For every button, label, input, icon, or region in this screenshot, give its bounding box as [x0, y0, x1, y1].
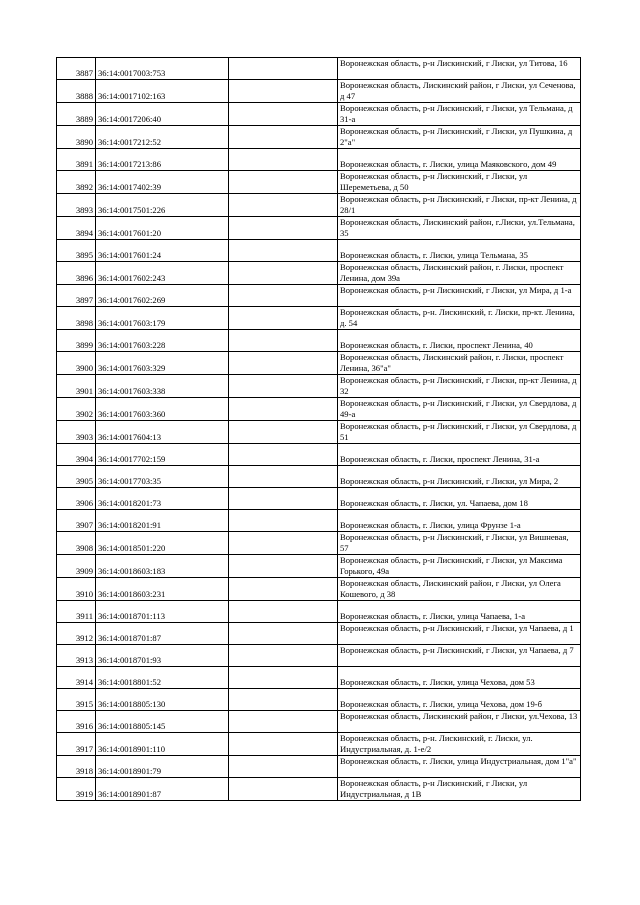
- row-number: 3897: [57, 285, 96, 307]
- address: Воронежская область, г. Лиски, улица Тельмана, 35: [338, 240, 581, 262]
- cadastral-number: 36:14:0018501:220: [96, 532, 229, 555]
- empty-cell: [229, 194, 338, 217]
- address: Воронежская область, Лискинский район, г. Лиски, проспект Ленина, дом 39а: [338, 262, 581, 285]
- empty-cell: [229, 171, 338, 194]
- row-number: 3896: [57, 262, 96, 285]
- cadastral-number: 36:14:0017213:86: [96, 149, 229, 171]
- table-row: [57, 58, 581, 80]
- row-number: 3915: [57, 689, 96, 711]
- cadastral-number: 36:14:0018701:113: [96, 601, 229, 623]
- address: Воронежская область, р-н. Лискинский, г. Лиски, ул. Индустриальная, д. 1-е/2: [338, 733, 581, 756]
- table-row: [57, 578, 581, 601]
- address: Воронежская область, Лискинский район, г Лиски, ул Сеченова, д 47: [338, 80, 581, 103]
- cadastral-number: 36:14:0018701:87: [96, 623, 229, 645]
- cadastral-number: 36:14:0017206:40: [96, 103, 229, 126]
- empty-cell: [229, 126, 338, 149]
- row-number: 3907: [57, 510, 96, 532]
- row-number: 3916: [57, 711, 96, 733]
- row-number: 3902: [57, 398, 96, 421]
- row-number: 3900: [57, 352, 96, 375]
- cadastral-number: 36:14:0018603:231: [96, 578, 229, 601]
- row-number: 3905: [57, 466, 96, 488]
- empty-cell: [229, 240, 338, 262]
- table-row: [57, 262, 581, 285]
- address: Воронежская область, р-н Лискинский, г Лиски, ул Пушкина, д 2"а": [338, 126, 581, 149]
- row-number: 3903: [57, 421, 96, 444]
- cadastral-number: 36:14:0017501:226: [96, 194, 229, 217]
- address: Воронежская область, р-н Лискинский, г Лиски, ул Мира, 2: [338, 466, 581, 488]
- address: Воронежская область, г. Лиски, улица Чехова, дом 19-б: [338, 689, 581, 711]
- row-number: 3917: [57, 733, 96, 756]
- row-number: 3906: [57, 488, 96, 510]
- cadastral-number: 36:14:0018603:183: [96, 555, 229, 578]
- cadastral-number: 36:14:0017603:179: [96, 307, 229, 330]
- row-number: 3894: [57, 217, 96, 240]
- empty-cell: [229, 532, 338, 555]
- address: Воронежская область, р-н Лискинский, г Лиски, пр-кт Ленина, д 28/1: [338, 194, 581, 217]
- address: Воронежская область, г. Лиски, ул. Чапаева, дом 18: [338, 488, 581, 510]
- table-row: [57, 488, 581, 510]
- cadastral-number: 36:14:0017603:329: [96, 352, 229, 375]
- row-number: 3901: [57, 375, 96, 398]
- row-number: 3911: [57, 601, 96, 623]
- table-row: [57, 103, 581, 126]
- row-number: 3910: [57, 578, 96, 601]
- table-row: [57, 510, 581, 532]
- table-row: [57, 330, 581, 352]
- empty-cell: [229, 330, 338, 352]
- address: Воронежская область, р-н Лискинский, г Лиски, пр-кт Ленина, д 32: [338, 375, 581, 398]
- table-row: [57, 285, 581, 307]
- cadastral-number: 36:14:0017604:13: [96, 421, 229, 444]
- address: Воронежская область, р-н Лискинский, г Лиски, ул Свердлова, д 49-а: [338, 398, 581, 421]
- address: Воронежская область, р-н Лискинский, г Лиски, ул Титова, 16: [338, 58, 581, 80]
- empty-cell: [229, 601, 338, 623]
- cadastral-number: 36:14:0018201:91: [96, 510, 229, 532]
- cadastral-number: 36:14:0017703:35: [96, 466, 229, 488]
- table-row: [57, 532, 581, 555]
- table-row: [57, 623, 581, 645]
- cadastral-number: 36:14:0018801:52: [96, 667, 229, 689]
- cadastral-number: 36:14:0018901:110: [96, 733, 229, 756]
- table-row: [57, 421, 581, 444]
- empty-cell: [229, 80, 338, 103]
- address: Воронежская область, г. Лиски, улица Индустриальная, дом 1"а": [338, 756, 581, 778]
- row-number: 3918: [57, 756, 96, 778]
- address: Воронежская область, г. Лиски, проспект Ленина, 40: [338, 330, 581, 352]
- table-row: [57, 601, 581, 623]
- empty-cell: [229, 103, 338, 126]
- address: Воронежская область, г. Лиски, улица Чехова, дом 53: [338, 667, 581, 689]
- address: Воронежская область, Лискинский район, г Лиски, ул.Чехова, 13: [338, 711, 581, 733]
- empty-cell: [229, 307, 338, 330]
- row-number: 3893: [57, 194, 96, 217]
- address: Воронежская область, р-н. Лискинский, г. Лиски, пр-кт. Ленина, д. 54: [338, 307, 581, 330]
- table-row: [57, 171, 581, 194]
- empty-cell: [229, 217, 338, 240]
- table-row: [57, 80, 581, 103]
- table-row: [57, 126, 581, 149]
- address: Воронежская область, р-н Лискинский, г Лиски, ул Шереметьева, д 50: [338, 171, 581, 194]
- address: Воронежская область, р-н Лискинский, г Лиски, ул Индустриальная, д 1В: [338, 778, 581, 801]
- table-row: [57, 217, 581, 240]
- empty-cell: [229, 778, 338, 801]
- cadastral-number: 36:14:0017702:159: [96, 444, 229, 466]
- cadastral-number: 36:14:0017212:52: [96, 126, 229, 149]
- row-number: 3904: [57, 444, 96, 466]
- table-row: [57, 756, 581, 778]
- empty-cell: [229, 149, 338, 171]
- table-row: [57, 645, 581, 667]
- address: Воронежская область, р-н Лискинский, г Лиски, ул Чапаева, д 7: [338, 645, 581, 667]
- empty-cell: [229, 733, 338, 756]
- address: Воронежская область, Лискинский район, г. Лиски, проспект Ленина, 36"а": [338, 352, 581, 375]
- row-number: 3892: [57, 171, 96, 194]
- address: Воронежская область, р-н Лискинский, г Лиски, ул Свердлова, д 51: [338, 421, 581, 444]
- empty-cell: [229, 444, 338, 466]
- empty-cell: [229, 262, 338, 285]
- row-number: 3898: [57, 307, 96, 330]
- table-row: [57, 375, 581, 398]
- table-row: [57, 667, 581, 689]
- row-number: 3908: [57, 532, 96, 555]
- cadastral-number: 36:14:0018901:87: [96, 778, 229, 801]
- cadastral-number: 36:14:0017102:163: [96, 80, 229, 103]
- table-row: [57, 194, 581, 217]
- empty-cell: [229, 711, 338, 733]
- cadastral-number: 36:14:0018701:93: [96, 645, 229, 667]
- cadastral-number: 36:14:0018201:73: [96, 488, 229, 510]
- table-row: [57, 240, 581, 262]
- address: Воронежская область, р-н Лискинский, г Лиски, ул Тельмана, д 31-а: [338, 103, 581, 126]
- cadastral-number: 36:14:0017603:228: [96, 330, 229, 352]
- address: Воронежская область, Лискинский район, г.Лиски, ул.Тельмана, 35: [338, 217, 581, 240]
- empty-cell: [229, 285, 338, 307]
- row-number: 3912: [57, 623, 96, 645]
- row-number: 3891: [57, 149, 96, 171]
- row-number: 3895: [57, 240, 96, 262]
- address: Воронежская область, г. Лиски, проспект Ленина, 31-а: [338, 444, 581, 466]
- row-number: 3899: [57, 330, 96, 352]
- cadastral-number: 36:14:0018805:130: [96, 689, 229, 711]
- cadastral-number: 36:14:0017402:39: [96, 171, 229, 194]
- table-row: [57, 778, 581, 801]
- empty-cell: [229, 510, 338, 532]
- row-number: 3888: [57, 80, 96, 103]
- cadastral-number: 36:14:0017601:20: [96, 217, 229, 240]
- table-row: [57, 444, 581, 466]
- empty-cell: [229, 421, 338, 444]
- empty-cell: [229, 58, 338, 80]
- table-row: [57, 398, 581, 421]
- row-number: 3913: [57, 645, 96, 667]
- table-row: [57, 307, 581, 330]
- cadastral-number: 36:14:0017603:360: [96, 398, 229, 421]
- cadastral-number: 36:14:0018901:79: [96, 756, 229, 778]
- row-number: 3887: [57, 58, 96, 80]
- empty-cell: [229, 667, 338, 689]
- cadastral-number: 36:14:0017602:269: [96, 285, 229, 307]
- table-row: [57, 555, 581, 578]
- row-number: 3889: [57, 103, 96, 126]
- empty-cell: [229, 555, 338, 578]
- address: Воронежская область, Лискинский район, г Лиски, ул Олега Кошевого, д 38: [338, 578, 581, 601]
- address: Воронежская область, р-н Лискинский, г Лиски, ул Мира, д 1-а: [338, 285, 581, 307]
- empty-cell: [229, 375, 338, 398]
- cadastral-number: 36:14:0017603:338: [96, 375, 229, 398]
- empty-cell: [229, 623, 338, 645]
- address: Воронежская область, г. Лиски, улица Маяковского, дом 49: [338, 149, 581, 171]
- document-page: [56, 57, 580, 801]
- table-row: [57, 689, 581, 711]
- address: Воронежская область, р-н Лискинский, г Лиски, ул Чапаева, д 1: [338, 623, 581, 645]
- row-number: 3919: [57, 778, 96, 801]
- table-row: [57, 711, 581, 733]
- table-row: [57, 733, 581, 756]
- empty-cell: [229, 578, 338, 601]
- row-number: 3890: [57, 126, 96, 149]
- cadastral-number: 36:14:0017601:24: [96, 240, 229, 262]
- register-body: [57, 58, 581, 801]
- empty-cell: [229, 352, 338, 375]
- empty-cell: [229, 689, 338, 711]
- table-row: [57, 149, 581, 171]
- cadastral-number: 36:14:0018805:145: [96, 711, 229, 733]
- row-number: 3909: [57, 555, 96, 578]
- address: Воронежская область, г. Лиски, улица Чапаева, 1-а: [338, 601, 581, 623]
- empty-cell: [229, 756, 338, 778]
- empty-cell: [229, 645, 338, 667]
- empty-cell: [229, 398, 338, 421]
- row-number: 3914: [57, 667, 96, 689]
- table-row: [57, 352, 581, 375]
- empty-cell: [229, 488, 338, 510]
- cadastral-number: 36:14:0017003:753: [96, 58, 229, 80]
- address: Воронежская область, р-н Лискинский, г Лиски, ул Максима Горького, 49а: [338, 555, 581, 578]
- register-table: [56, 57, 581, 801]
- table-row: [57, 466, 581, 488]
- empty-cell: [229, 466, 338, 488]
- cadastral-number: 36:14:0017602:243: [96, 262, 229, 285]
- address: Воронежская область, г. Лиски, улица Фрунзе 1-а: [338, 510, 581, 532]
- address: Воронежская область, р-н Лискинский, г Лиски, ул Вишневая, 57: [338, 532, 581, 555]
